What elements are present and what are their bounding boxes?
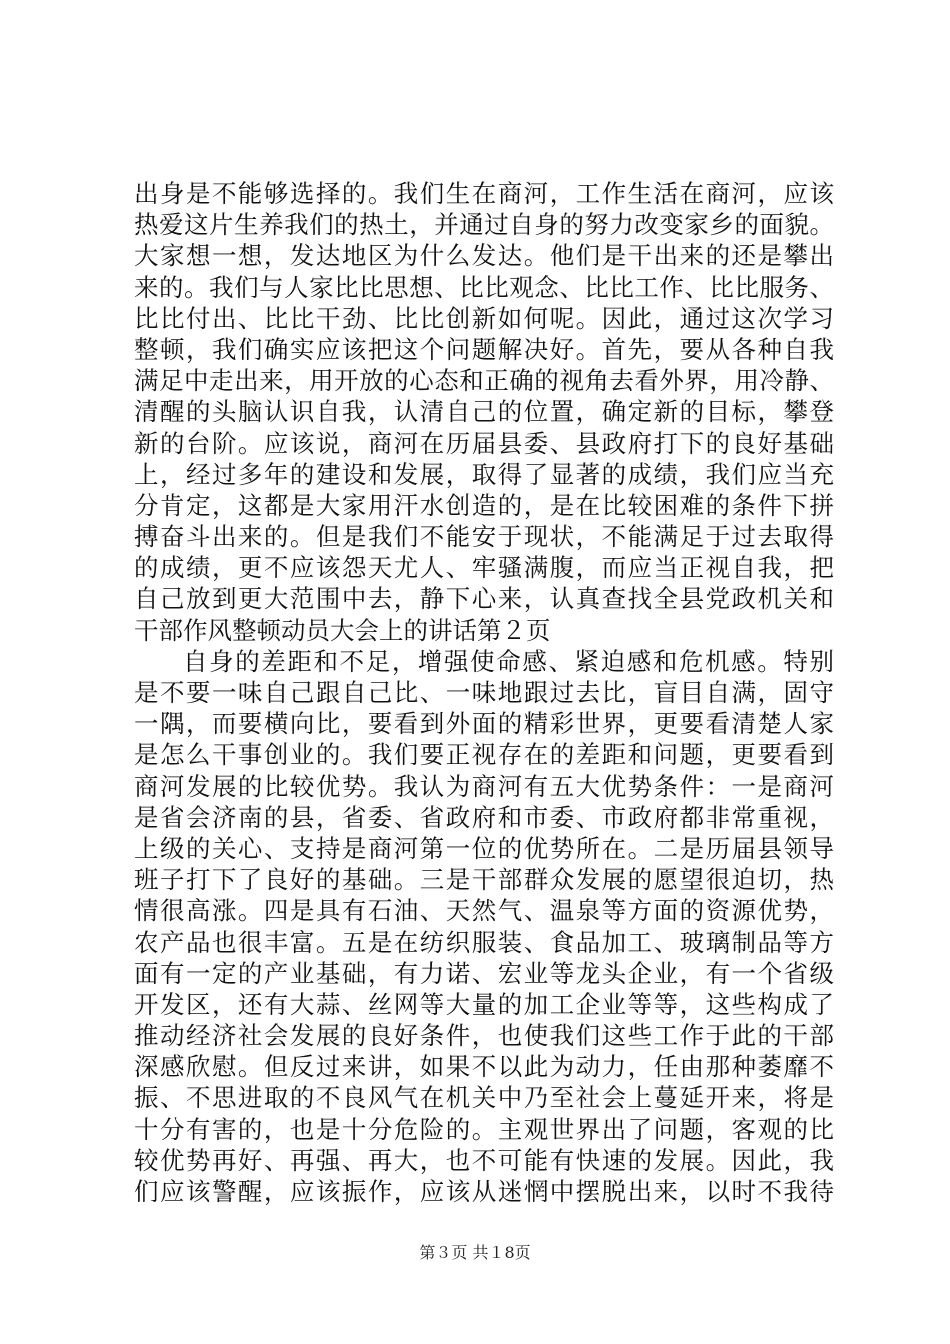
text-line: 较优势再好、再强、再大，也不可能有快速的发展。因此，我 [134,1145,834,1175]
text-line: 商河发展的比较优势。我认为商河有五大优势条件：一是商河 [134,771,834,801]
page-footer [0,1243,950,1263]
text-line: 开发区，还有大蒜、丝网等大量的加工企业等等，这些构成了 [134,989,834,1019]
text-line: 大家想一想，发达地区为什么发达。他们是干出来的还是攀出 [134,241,834,271]
text-line: 农产品也很丰富。五是在纺织服装、食品加工、玻璃制品等方 [134,927,834,957]
text-line: 是怎么干事创业的。我们要正视存在的差距和问题，更要看到 [134,740,834,770]
paragraph-first-line: 自身的差距和不足，增强使命感、紧迫感和危机感。特别 [183,646,834,676]
text-line: 的成绩，更不应该怨天尤人、牢骚满腹，而应当正视自我，把 [134,553,834,583]
text-line: 深感欣慰。但反过来讲，如果不以此为动力，任由那种萎靡不 [134,1052,834,1082]
text-line: 出身是不能够选择的。我们生在商河，工作生活在商河，应该 [134,179,834,208]
text-line: 面有一定的产业基础，有力诺、宏业等龙头企业，有一个省级 [134,958,834,988]
text-line: 干部作风整顿动员大会上的讲话第２页 [134,615,551,645]
page-number-label: 第３页 共１8页 [419,1243,531,1262]
text-line: 新的台阶。应该说，商河在历届县委、县政府打下的良好基础 [134,428,834,458]
text-line: 热爱这片生养我们的热土，并通过自身的努力改变家乡的面貌。 [134,210,834,240]
text-line: 比比付出、比比干劲、比比创新如何呢。因此，通过这次学习 [134,303,834,333]
text-line: 是不要一味自己跟自己比、一味地跟过去比，盲目自满，固守 [134,678,834,707]
text-line: 十分有害的，也是十分危险的。主观世界出了问题，客观的比 [134,1114,834,1144]
text-line: 一隅，而要横向比，要看到外面的精彩世界，更要看清楚人家 [134,709,834,739]
text-line: 振、不思进取的不良风气在机关中乃至社会上蔓延开来，将是 [134,1083,834,1113]
text-line: 上级的关心、支持是商河第一位的优势所在。二是历届县领导 [134,833,834,863]
text-line: 来的。我们与人家比比思想、比比观念、比比工作、比比服务、 [134,272,834,302]
text-line: 搏奋斗出来的。但是我们不能安于现状，不能满足于过去取得 [134,522,834,552]
text-line: 整顿，我们确实应该把这个问题解决好。首先，要从各种自我 [134,334,834,364]
text-line: 们应该警醒，应该振作，应该从迷惘中摆脱出来，以时不我待 [134,1177,834,1206]
text-line: 情很高涨。四是具有石油、天然气、温泉等方面的资源优势， [134,896,834,926]
text-line: 上，经过多年的建设和发展，取得了显著的成绩，我们应当充 [134,459,834,489]
text-line: 自己放到更大范围中去，静下心来，认真查找全县党政机关和 [134,584,834,614]
text-line: 班子打下了良好的基础。三是干部群众发展的愿望很迫切，热 [134,865,834,895]
text-line: 清醒的头脑认识自我，认清自己的位置，确定新的目标，攀登 [134,397,834,427]
text-line: 是省会济南的县，省委、省政府和市委、市政府都非常重视， [134,802,834,832]
text-line: 满足中走出来，用开放的心态和正确的视角去看外界，用冷静、 [134,366,834,396]
text-line: 推动经济社会发展的良好条件，也使我们这些工作于此的干部 [134,1021,834,1051]
text-line: 分肯定，这都是大家用汗水创造的，是在比较困难的条件下拼 [134,490,834,520]
body-text [134,178,834,1207]
